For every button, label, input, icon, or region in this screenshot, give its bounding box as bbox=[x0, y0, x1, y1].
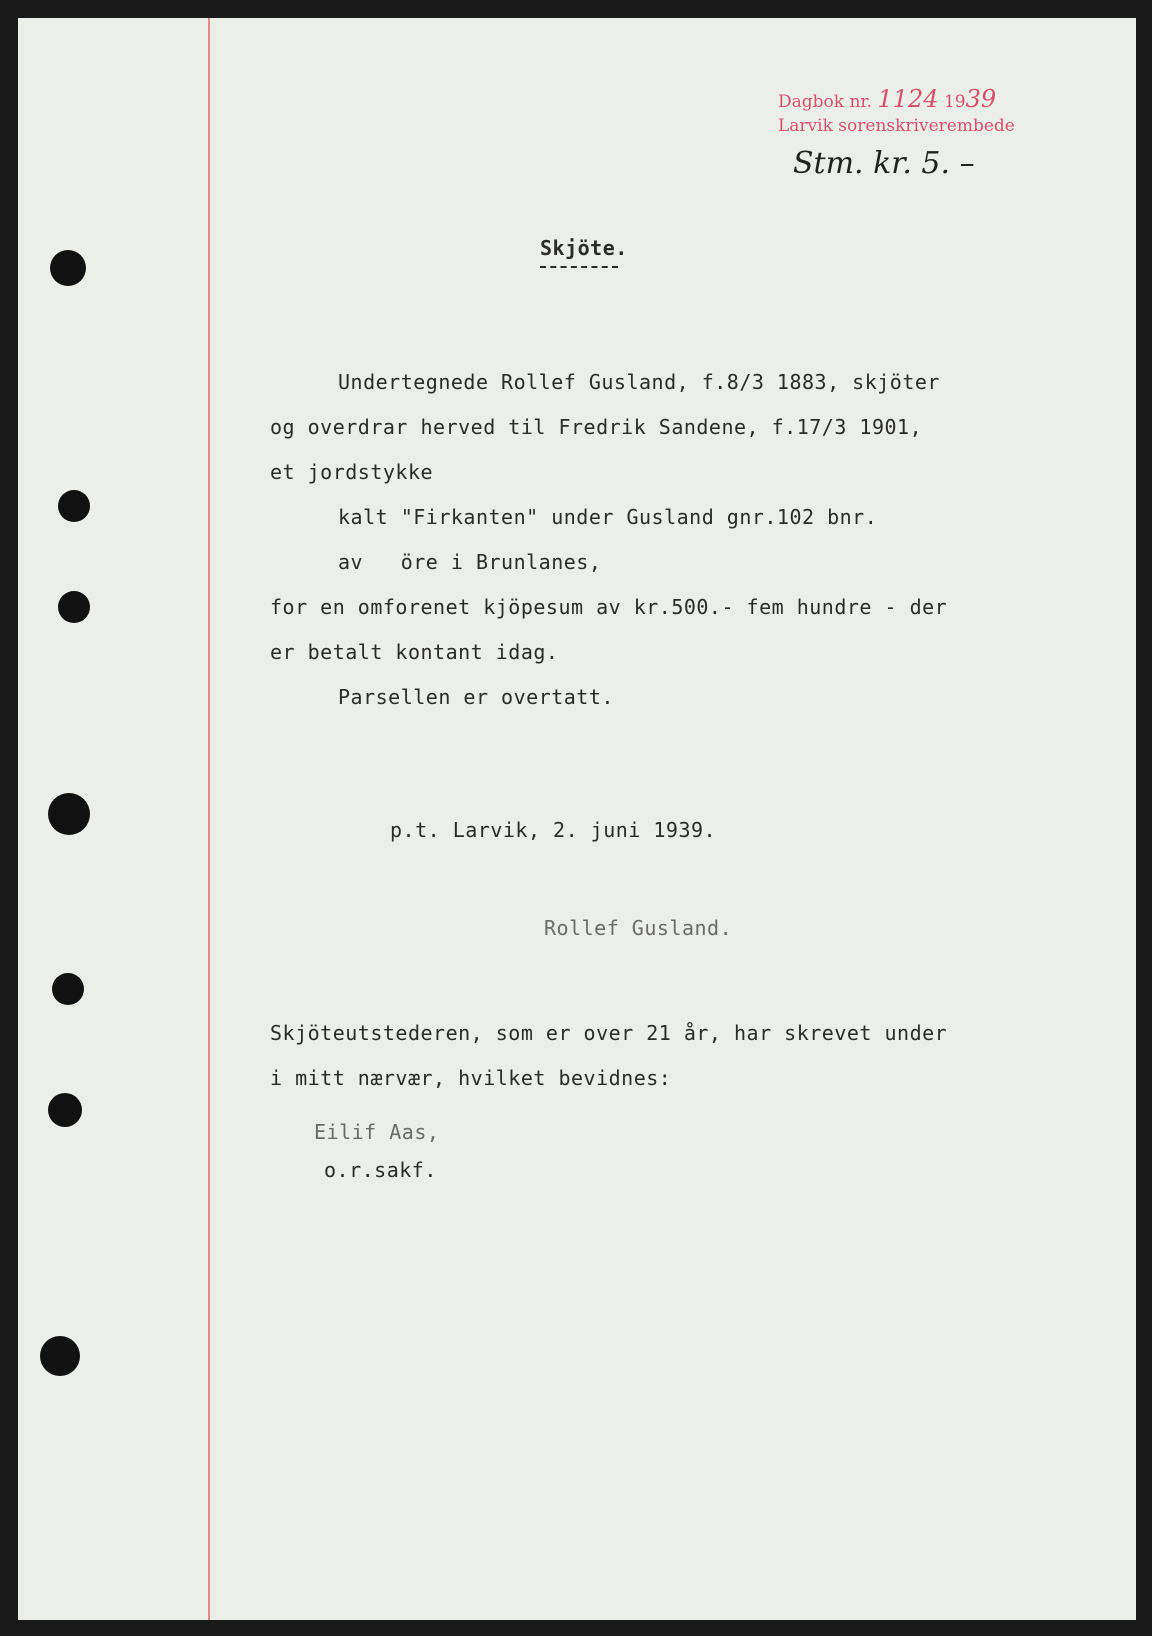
stamp-year-prefix: 19 bbox=[943, 92, 966, 112]
body-line: av öre i Brunlanes, bbox=[338, 550, 602, 574]
body-line: Undertegnede Rollef Gusland, f.8/3 1883, skjöter bbox=[338, 370, 940, 394]
witness-name: Eilif Aas, bbox=[314, 1120, 440, 1144]
document-title: Skjöte. bbox=[540, 236, 628, 260]
stamp-number: 1124 bbox=[877, 85, 939, 113]
body-line: kalt "Firkanten" under Gusland gnr.102 bnr. bbox=[338, 505, 878, 529]
fee-note: Stm. kr. 5. – bbox=[793, 146, 975, 181]
body-line: og overdrar herved til Fredrik Sandene, f.17/3 1901, bbox=[270, 415, 923, 439]
body-line: for en omforenet kjöpesum av kr.500.- fem hundre - der bbox=[270, 595, 948, 619]
witness-title: o.r.sakf. bbox=[324, 1158, 437, 1182]
stamp-prefix: Dagbok nr. bbox=[778, 92, 873, 112]
witness-line: i mitt nærvær, hvilket bevidnes: bbox=[270, 1066, 672, 1090]
body-line: er betalt kontant idag. bbox=[270, 640, 559, 664]
body-line: et jordstykke bbox=[270, 460, 434, 484]
punch-hole bbox=[48, 1093, 82, 1127]
stamp-office: Larvik sorenskriverembede bbox=[778, 116, 1015, 136]
witness-line: Skjöteutstederen, som er over 21 år, har skrevet under bbox=[270, 1021, 948, 1045]
punch-hole bbox=[50, 250, 86, 286]
diary-stamp bbox=[778, 84, 996, 117]
body-line: Parsellen er overtatt. bbox=[338, 685, 614, 709]
punch-hole bbox=[48, 793, 90, 835]
signature: Rollef Gusland. bbox=[544, 916, 733, 940]
punch-hole bbox=[58, 490, 90, 522]
punch-hole bbox=[40, 1336, 80, 1376]
punch-hole bbox=[52, 973, 84, 1005]
document-page bbox=[18, 18, 1136, 1620]
title-underline bbox=[540, 266, 618, 268]
stamp-year-suffix: 39 bbox=[965, 85, 997, 113]
margin-line bbox=[208, 18, 210, 1620]
punch-hole bbox=[58, 591, 90, 623]
place-date: p.t. Larvik, 2. juni 1939. bbox=[390, 818, 717, 842]
